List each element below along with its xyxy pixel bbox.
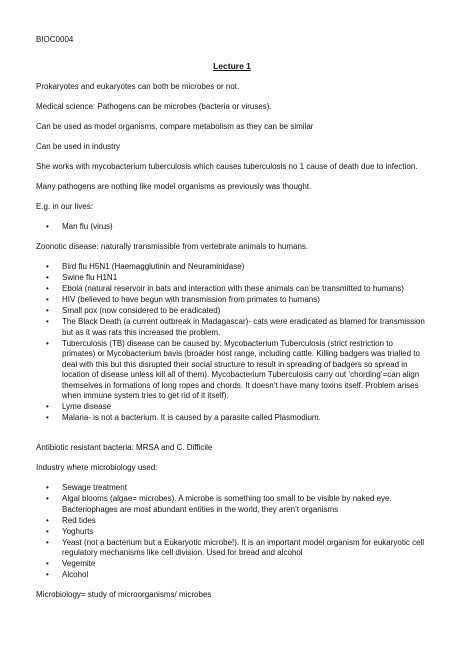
- list-item: [36, 559, 428, 570]
- list-item-text: Malaria- is not a bacterium. It is caused by a parasite called Plasmodium.: [62, 413, 321, 422]
- list-item: [36, 516, 428, 527]
- document-header-code: BIOC0004: [36, 35, 74, 44]
- paragraph: Can be used in industry: [36, 142, 121, 151]
- bullet-icon: •: [46, 402, 49, 411]
- examples-list: [36, 222, 428, 233]
- closing-paragraph: Microbiology= study of microorganisms/ microbes: [36, 590, 212, 599]
- bullet-icon: •: [46, 222, 49, 231]
- list-item-text: Man flu (virus): [62, 222, 113, 231]
- industry-intro: Industry where microbiology used:: [36, 463, 158, 472]
- list-item-text: Bird flu H5N1 (Haemagglutinin and Neuraminidase): [62, 262, 245, 271]
- list-item: [36, 413, 428, 424]
- list-item-text: Lyme disease: [62, 402, 112, 411]
- zoonotic-list: [36, 262, 428, 424]
- paragraph: She works with mycobacterium tuberculosis which causes tuberculosis no 1 cause of death due to infection.: [36, 162, 418, 171]
- list-item: [36, 538, 428, 559]
- list-item: [36, 222, 428, 233]
- list-item-text: Swine flu H1N1: [62, 273, 118, 282]
- list-item-text: Red tides: [62, 515, 96, 525]
- bullet-icon: •: [46, 526, 49, 536]
- list-item-text: Ebola (natural reservoir in bats and interaction with these animals can be transmitted to humans): [62, 284, 404, 293]
- list-item: [36, 317, 428, 338]
- paragraph: Prokaryotes and eukaryotes can both be microbes or not.: [36, 82, 240, 91]
- list-item-text: Tuberculosis (TB) disease can be caused by: Mycobacterium Tuberculosis (strict restriction to primates) or Mycobacterium bavis (broader host range, including cattle. Killing badgers was trialled to deal with this but this disrupted their social structure to result in spreading of badgers so spread in location of disease unless kill all of them). Mycobacterium Tuberculosis carry out ‘chording’=can align themselves in formations of long ropes and chords. It doesn’t have many toxins itself. Problem arises when immune system tries to get rid of it itself).: [62, 338, 420, 400]
- list-item-text: Small pox (now considered to be eradicated): [62, 306, 221, 315]
- lecture-title: Lecture 1: [213, 61, 251, 71]
- list-item: [36, 273, 428, 284]
- bullet-icon: •: [46, 317, 49, 326]
- bullet-icon: •: [46, 537, 49, 547]
- list-item: [36, 483, 428, 494]
- list-item: [36, 570, 428, 581]
- list-item: [36, 262, 428, 273]
- list-item-text: Algal blooms (algae= microbes). A microbe is something too small to be visible by naked eye. Bacteriophages are most abundant entities in the world, they aren’t organisms: [62, 494, 392, 514]
- list-item: [36, 306, 428, 317]
- list-item: [36, 402, 428, 413]
- bullet-icon: •: [46, 494, 49, 503]
- list-item-text: Sewage treatment: [62, 483, 127, 492]
- zoonotic-intro: Zoonotic disease: naturally transmissible from vertebrate animals to humans.: [36, 242, 309, 251]
- bullet-icon: •: [46, 570, 49, 579]
- bullet-icon: •: [46, 413, 49, 422]
- list-item-text: The Black Death (a current outbreak in Madagascar)- cats were eradicated as blamed for transmission but as it was rats this increased the problem.: [62, 317, 425, 337]
- list-item: [36, 295, 428, 306]
- list-item-text: Yoghurts: [62, 526, 94, 536]
- antibiotic-paragraph: Antibiotic resistant bacteria: MRSA and C. Difficile: [36, 443, 213, 452]
- list-item-text: HIV (believed to have begun with transmission from primates to humans): [62, 295, 320, 304]
- paragraph: Medical science: Pathogens can be microbes (bacteria or viruses).: [36, 102, 272, 111]
- bullet-icon: •: [46, 262, 49, 271]
- paragraph: Many pathogens are nothing like model organisms as previously was thought.: [36, 182, 312, 191]
- industry-list: [36, 483, 428, 581]
- list-item-text: Vegemite: [62, 559, 96, 568]
- list-item-text: Alcohol: [62, 570, 89, 579]
- bullet-icon: •: [46, 295, 49, 304]
- bullet-icon: •: [46, 284, 49, 293]
- list-item: [36, 339, 428, 402]
- spacer: [36, 433, 428, 443]
- bullet-icon: •: [46, 483, 49, 492]
- bullet-icon: •: [46, 306, 49, 315]
- bullet-icon: •: [46, 515, 49, 525]
- paragraph: Can be used as model organisms, compare metabolism as they can be similar: [36, 122, 314, 131]
- list-item: [36, 527, 428, 538]
- list-item: [36, 494, 428, 515]
- document-body: [36, 61, 428, 610]
- list-item: [36, 284, 428, 295]
- list-item-text: Yeast (not a bacterium but a Eukaryotic microbe!). It is an important model organism for eukaryotic cell regulatory mechanisms like cell division. Used for bread and alcohol: [62, 537, 425, 557]
- paragraph: E.g. in our lives:: [36, 202, 93, 211]
- bullet-icon: •: [46, 273, 49, 282]
- bullet-icon: •: [46, 559, 49, 568]
- bullet-icon: •: [46, 338, 49, 348]
